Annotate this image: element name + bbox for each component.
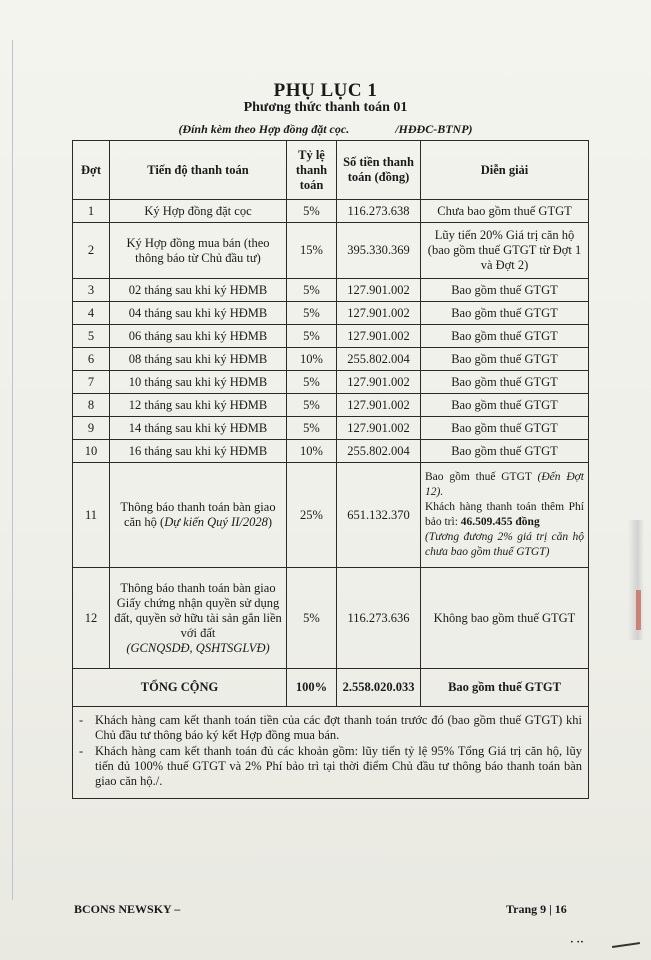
payment-amount: 116.273.638 bbox=[337, 200, 421, 223]
payment-rate: 5% bbox=[287, 371, 337, 394]
milestone-text: Thông báo thanh toán bàn giao căn hộ ( bbox=[120, 500, 276, 529]
header-cell: Diễn giải bbox=[421, 141, 589, 200]
note-line: Khách hàng thanh toán thêm Phí bảo trì: 46.509.455 đồng bbox=[425, 501, 584, 528]
table-row bbox=[73, 568, 589, 669]
payment-milestone: 06 tháng sau khi ký HĐMB bbox=[110, 325, 287, 348]
payment-note: Bao gồm thuế GTGT bbox=[421, 371, 589, 394]
installment-number: 7 bbox=[73, 371, 110, 394]
payment-amount: 127.901.002 bbox=[337, 279, 421, 302]
payment-milestone: 14 tháng sau khi ký HĐMB bbox=[110, 417, 287, 440]
header-cell: Đợt bbox=[73, 141, 110, 200]
table-row bbox=[73, 348, 589, 371]
payment-note bbox=[421, 463, 589, 568]
pen-marks: · ·· bbox=[570, 936, 584, 948]
payment-note: Bao gồm thuế GTGT bbox=[421, 348, 589, 371]
installment-number: 2 bbox=[73, 223, 110, 279]
signature-stroke bbox=[612, 942, 640, 948]
table-row bbox=[73, 463, 589, 568]
payment-milestone bbox=[110, 568, 287, 669]
payment-note: Bao gồm thuế GTGT bbox=[421, 417, 589, 440]
installment-number: 9 bbox=[73, 417, 110, 440]
milestone-text: Thông báo thanh toán bàn giao Giấy chứng nhận quyền sử dụng đất, quyền sở hữu tài sản gắn liền với đất bbox=[114, 580, 282, 640]
total-row bbox=[73, 669, 589, 707]
payment-milestone: 16 tháng sau khi ký HĐMB bbox=[110, 440, 287, 463]
total-label: TỔNG CỘNG bbox=[73, 669, 287, 707]
installment-number: 3 bbox=[73, 279, 110, 302]
table-row bbox=[73, 371, 589, 394]
appendix-subtitle: Phương thức thanh toán 01 bbox=[243, 100, 408, 115]
payment-note: Bao gồm thuế GTGT bbox=[421, 440, 589, 463]
payment-note: Bao gồm thuế GTGT bbox=[421, 302, 589, 325]
payment-note: Chưa bao gồm thuế GTGT bbox=[421, 200, 589, 223]
maintenance-fee-amount: 46.509.455 đồng bbox=[460, 516, 540, 528]
payment-note: Bao gồm thuế GTGT bbox=[421, 279, 589, 302]
payment-schedule-table bbox=[72, 140, 589, 799]
attachment-note-left: (Đính kèm theo Hợp đồng đặt cọc. bbox=[178, 122, 350, 136]
header-cell: Tiến độ thanh toán bbox=[110, 141, 287, 200]
payment-amount: 255.802.004 bbox=[337, 440, 421, 463]
total-amount: 2.558.020.033 bbox=[337, 669, 421, 707]
notes-row bbox=[73, 707, 589, 799]
payment-note: Không bao gồm thuế GTGT bbox=[421, 568, 589, 669]
payment-amount: 127.901.002 bbox=[337, 394, 421, 417]
payment-note: Bao gồm thuế GTGT bbox=[421, 325, 589, 348]
payment-note: Lũy tiến 20% Giá trị căn hộ (bao gồm thuế GTGT từ Đợt 1 và Đợt 2) bbox=[421, 223, 589, 279]
table-row bbox=[73, 302, 589, 325]
appendix-title: PHỤ LỤC 1 bbox=[273, 80, 378, 101]
payment-amount: 127.901.002 bbox=[337, 302, 421, 325]
payment-amount: 127.901.002 bbox=[337, 371, 421, 394]
note-dash: - bbox=[79, 744, 84, 758]
commitment-note bbox=[79, 744, 582, 789]
milestone-abbrev: (GCNQSDĐ, QSHTSGLVĐ) bbox=[126, 640, 270, 655]
stamp-edge-mark bbox=[636, 590, 641, 630]
table-row bbox=[73, 394, 589, 417]
note-text: Khách hàng cam kết thanh toán tiền của các đợt thanh toán trước đó (bao gồm thuế GTGT) khi Chủ đầu tư thông báo ký kết Hợp đồng mua bán. bbox=[95, 713, 582, 742]
header-cell: Tỷ lệ thanh toán bbox=[287, 141, 337, 200]
installment-number: 11 bbox=[73, 463, 110, 568]
payment-amount: 395.330.369 bbox=[337, 223, 421, 279]
payment-rate: 5% bbox=[287, 325, 337, 348]
payment-milestone: Ký Hợp đồng mua bán (theo thông báo từ Chủ đầu tư) bbox=[110, 223, 287, 279]
payment-rate: 25% bbox=[287, 463, 337, 568]
table-row bbox=[73, 417, 589, 440]
payment-milestone: Ký Hợp đồng đặt cọc bbox=[110, 200, 287, 223]
payment-milestone: 12 tháng sau khi ký HĐMB bbox=[110, 394, 287, 417]
payment-rate: 5% bbox=[287, 417, 337, 440]
installment-number: 1 bbox=[73, 200, 110, 223]
attachment-note bbox=[0, 122, 651, 137]
note-dash: - bbox=[79, 713, 84, 727]
commitment-notes bbox=[73, 707, 589, 799]
milestone-expected-date: Dự kiến Quý II/2028 bbox=[164, 515, 268, 529]
payment-rate: 5% bbox=[287, 302, 337, 325]
installment-number: 6 bbox=[73, 348, 110, 371]
installment-number: 8 bbox=[73, 394, 110, 417]
payment-milestone: 10 tháng sau khi ký HĐMB bbox=[110, 371, 287, 394]
footer-page-number: Trang 9 | 16 bbox=[506, 902, 567, 916]
total-rate: 100% bbox=[287, 669, 337, 707]
attachment-note-right: /HĐĐC-BTNP) bbox=[395, 122, 473, 136]
installment-number: 4 bbox=[73, 302, 110, 325]
payment-milestone: 04 tháng sau khi ký HĐMB bbox=[110, 302, 287, 325]
payment-milestone: 08 tháng sau khi ký HĐMB bbox=[110, 348, 287, 371]
payment-amount: 127.901.002 bbox=[337, 417, 421, 440]
payment-rate: 5% bbox=[287, 394, 337, 417]
payment-rate: 10% bbox=[287, 348, 337, 371]
table-row bbox=[73, 223, 589, 279]
footer-project-name: BCONS NEWSKY – bbox=[74, 902, 181, 916]
payment-amount: 127.901.002 bbox=[337, 325, 421, 348]
table-header-row bbox=[73, 141, 589, 200]
installment-number: 10 bbox=[73, 440, 110, 463]
payment-rate: 15% bbox=[287, 223, 337, 279]
payment-rate: 5% bbox=[287, 279, 337, 302]
note-text: Khách hàng cam kết thanh toán đủ các khoản gồm: lũy tiến tỷ lệ 95% Tổng Giá trị căn hộ, lũy tiến đủ 100% thuế GTGT và 2% Phí bảo trì tại thời điểm Chủ đầu tư thông báo thanh toán bàn giao căn hộ./. bbox=[95, 744, 582, 788]
payment-amount: 255.802.004 bbox=[337, 348, 421, 371]
installment-number: 5 bbox=[73, 325, 110, 348]
total-note: Bao gồm thuế GTGT bbox=[421, 669, 589, 707]
milestone-close-paren: ) bbox=[267, 515, 273, 529]
payment-amount: 651.132.370 bbox=[337, 463, 421, 568]
header-cell: Số tiền thanh toán (đồng) bbox=[337, 141, 421, 200]
payment-note: Bao gồm thuế GTGT bbox=[421, 394, 589, 417]
table-row bbox=[73, 279, 589, 302]
note-line: Bao gồm thuế GTGT (Đến Đợt 12). bbox=[425, 471, 584, 498]
table-row bbox=[73, 325, 589, 348]
payment-milestone bbox=[110, 463, 287, 568]
note-line: (Tương đương 2% giá trị căn hộ chưa bao gồm thuế GTGT) bbox=[425, 531, 584, 558]
payment-rate: 5% bbox=[287, 200, 337, 223]
payment-milestone: 02 tháng sau khi ký HĐMB bbox=[110, 279, 287, 302]
payment-amount: 116.273.636 bbox=[337, 568, 421, 669]
payment-rate: 10% bbox=[287, 440, 337, 463]
installment-number: 12 bbox=[73, 568, 110, 669]
payment-rate: 5% bbox=[287, 568, 337, 669]
table-row bbox=[73, 440, 589, 463]
commitment-note bbox=[79, 713, 582, 743]
table-row bbox=[73, 200, 589, 223]
margin-line bbox=[12, 40, 13, 900]
